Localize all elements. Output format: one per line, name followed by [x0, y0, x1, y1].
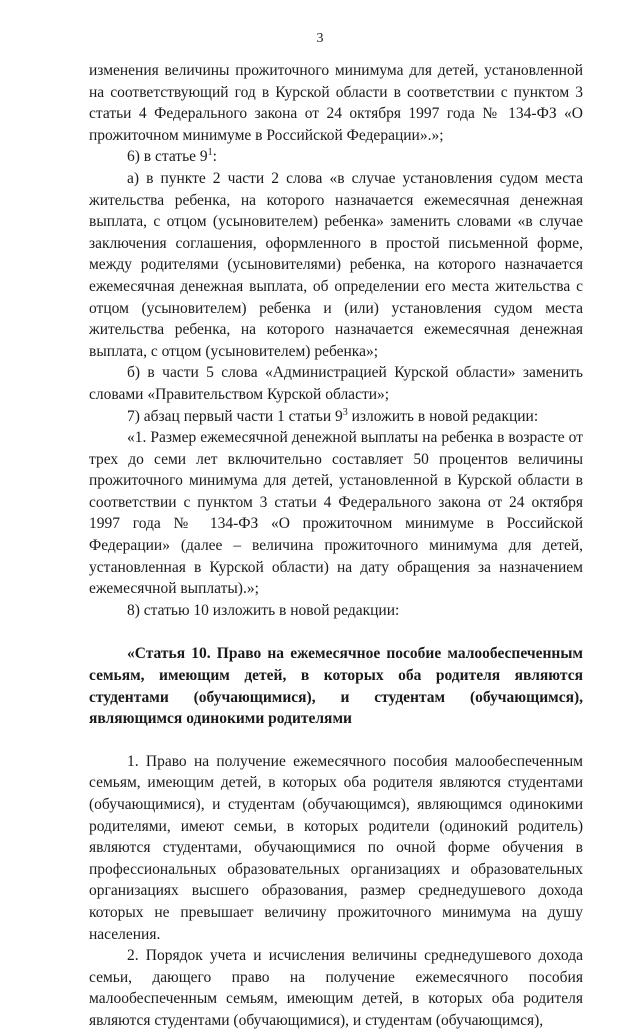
- paragraph-item-6b: б) в части 5 слова «Администрацией Курской области» заменить словами «Правительством Курской области»;: [89, 364, 583, 403]
- article-heading: «Статья 10. Право на ежемесячное пособие малообеспеченным семьям, имеющим детей, в которых оба родителя являются студентами (обучающимися), и студентам (обучающимся), являющимся одинокими родителями: [89, 645, 583, 728]
- paragraph-item-8: 8) статью 10 изложить в новой редакции:: [127, 601, 400, 619]
- page-number: 3: [316, 31, 324, 46]
- paragraph-item-7: 7) абзац первый части 1 статьи $9^3$ изложить в новой редакции:: [127, 406, 539, 425]
- paragraph-item-6a: а) в пункте 2 части 2 слова «в случае установления судом места жительства ребенка, на которого назначается ежемесячная денежная выплата, с отцом (усыновителем) ребенка» заменить словами «в случае заключения соглашения, оформленного в простой письменной форме, между родителями (усыновителями) ребенка, на которого назначается ежемесячная денежная выплата, об определении его места жительства с отцом (усыновителем) ребенка и (или) установления судом места жительства ребенка, на которого назначается ежемесячная денежная выплата, с отцом (усыновителем) ребенка»;: [89, 169, 583, 360]
- paragraph-new-text-1: «1. Размер ежемесячной денежной выплаты на ребенка в возрасте от трех до семи лет включительно составляет 50 процентов величины прожиточного минимума для детей, установленной в Курской области в соответствии с пунктом 3 статьи 4 Федерального закона от 24 октября 1997 года № 134-ФЗ «О прожиточном минимуме в Российской Федерации» (далее – величина прожиточного минимума для детей, установленная в Курской области) на дату обращения за назначением ежемесячной выплаты).»;: [89, 429, 583, 598]
- article-paragraph-1: 1. Право на получение ежемесячного пособия малообеспеченным семьям, имеющим детей, в которых оба родителя являются студентами (обучающимися), и студентам (обучающимся), являющимся одинокими родителями, имеют семьи, в которых родители (одинокий родитель) являются студентами, обучающимися по очной форме обучения в профессиональных образовательных организациях и образовательных организациях высшего образования, размер среднедушевого дохода которых не превышает величину прожиточного минимума на душу населения.: [89, 752, 583, 943]
- superscript: 3: [342, 406, 348, 418]
- document-body: [89, 60, 583, 1032]
- paragraph-item-6: 6) в статье $9^1$:: [127, 147, 217, 166]
- superscript: 1: [207, 147, 213, 159]
- paragraph-continuation: изменения величины прожиточного минимума для детей, установленной на соответствующий год в Курской области в соответствии с пунктом 3 статьи 4 Федерального закона от 24 октября 1997 года № 134-ФЗ «О прожиточном минимуме в Российской Федерации».»;: [89, 62, 583, 144]
- article-paragraph-2: 2. Порядок учета и исчисления величины среднедушевого дохода семьи, дающего право на получение ежемесячного пособия малообеспеченным семьям, имеющим детей, в которых оба родителя являются студентами (обучающимися), и студентам (обучающимся),: [89, 947, 583, 1029]
